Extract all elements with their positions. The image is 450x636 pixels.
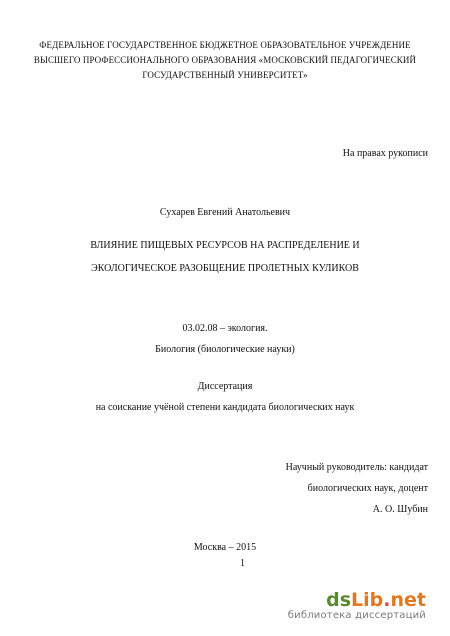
dslib-logo (286, 590, 426, 610)
author-name: Сухарев Евгений Анатольевич (159, 207, 291, 218)
institution-header (0, 38, 450, 83)
manuscript-rights-note: На правах рукописи (342, 148, 428, 159)
supervisor-line-3: А. О. Шубин (372, 504, 428, 515)
dslib-watermark (286, 590, 426, 622)
dslib-logo-lib: Lib (351, 589, 384, 611)
thesis-type-block (0, 376, 450, 418)
institution-line-1: ФЕДЕРАЛЬНОЕ ГОСУДАРСТВЕННОЕ БЮДЖЕТНОЕ ОБРАЗОВАТЕЛЬНОЕ УЧРЕЖДЕНИЕ (39, 40, 411, 50)
specialty-code: 03.02.08 – экология. (182, 323, 268, 334)
thesis-purpose: на соискание учёной степени кандидата биологических наук (95, 402, 355, 413)
page-number: 1 (240, 558, 245, 569)
supervisor-block (286, 457, 428, 520)
specialty-block (0, 318, 450, 360)
dslib-logo-dot: . (383, 589, 391, 611)
institution-line-2: ВЫСШЕГО ПРОФЕССИОНАЛЬНОГО ОБРАЗОВАНИЯ «МОСКОВСКИЙ ПЕДАГОГИЧЕСКИЙ (33, 55, 417, 65)
supervisor-line-1: Научный руководитель: кандидат (285, 462, 428, 473)
dslib-subtitle: библиотека диссертаций (287, 610, 426, 621)
thesis-title (0, 234, 450, 280)
thesis-title-line-1: ВЛИЯНИЕ ПИЩЕВЫХ РЕСУРСОВ НА РАСПРЕДЕЛЕНИЕ И (90, 240, 360, 251)
supervisor-line-2: биологических наук, доцент (307, 483, 428, 494)
thesis-type: Диссертация (197, 381, 253, 392)
thesis-title-line-2: ЭКОЛОГИЧЕСКОЕ РАЗОБЩЕНИЕ ПРОЛЕТНЫХ КУЛИКОВ (91, 263, 359, 274)
specialty-field: Биология (биологические науки) (155, 344, 295, 355)
dslib-logo-ds: ds (326, 589, 352, 611)
institution-line-3: ГОСУДАРСТВЕННЫЙ УНИВЕРСИТЕТ» (142, 70, 308, 80)
dslib-logo-net: net (390, 589, 426, 611)
city-year: Москва – 2015 (193, 542, 257, 553)
